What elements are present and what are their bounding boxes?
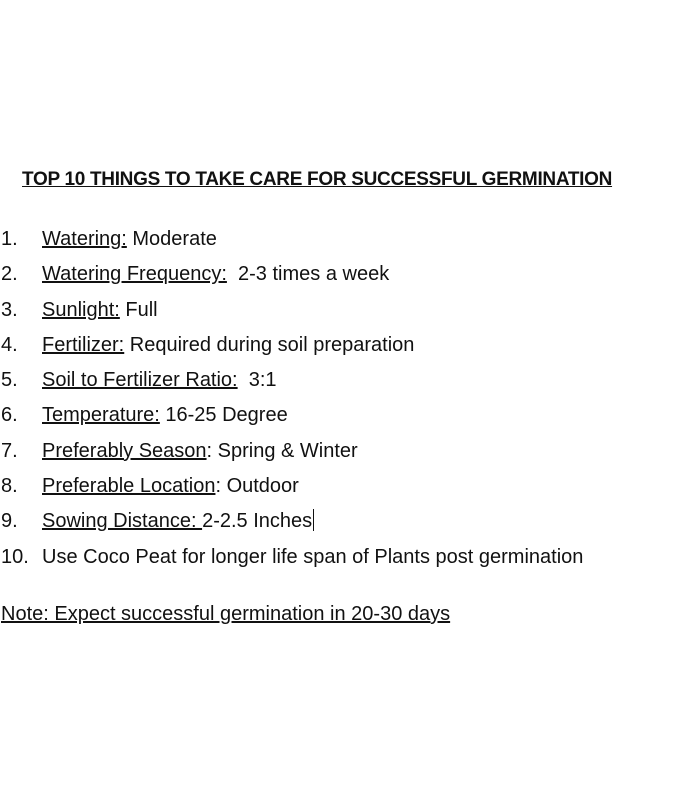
item-number: 10. (1, 545, 29, 568)
list-item (0, 297, 583, 332)
list-item (0, 402, 583, 437)
item-number: 5. (1, 369, 18, 392)
item-label: Sunlight: (42, 298, 120, 321)
item-number: 9. (1, 510, 18, 533)
list-item (0, 332, 583, 367)
germination-tips-list (0, 226, 583, 579)
item-label: Temperature: (42, 404, 160, 427)
item-value: Moderate (126, 228, 217, 250)
list-item (0, 367, 583, 402)
item-label: Preferably Season (42, 439, 207, 462)
item-value: 2-2.5 Inches (202, 510, 313, 533)
text-cursor (313, 509, 314, 531)
item-value: Required during soil preparation (124, 333, 415, 356)
item-number: 1. (1, 228, 18, 250)
item-number: 4. (1, 333, 18, 356)
document-title: TOP 10 THINGS TO TAKE CARE FOR SUCCESSFUL GERMINATION (22, 169, 613, 190)
item-value: Full (119, 298, 158, 321)
item-label: Preferable Location (42, 475, 216, 498)
item-label: Watering: (42, 228, 127, 250)
list-item (0, 226, 583, 261)
item-value: Use Coco Peat for longer life span of Plants post germination (42, 545, 584, 568)
item-value: : Spring & Winter (206, 439, 358, 462)
item-number: 3. (1, 298, 18, 321)
item-value: 2-3 times a week (226, 263, 390, 286)
item-number: 2. (1, 263, 18, 286)
item-value: 16-25 Degree (159, 404, 288, 427)
item-label: Fertilizer: (42, 333, 125, 356)
item-number: 8. (1, 475, 18, 498)
item-number: 7. (1, 439, 18, 462)
germination-note: Note: Expect successful germination in 20-30 days (1, 603, 451, 625)
list-item (0, 473, 583, 508)
item-number: 6. (1, 404, 18, 427)
item-label: Sowing Distance: (42, 510, 203, 533)
list-item (0, 544, 583, 579)
list-item (0, 508, 583, 543)
item-label: Soil to Fertilizer Ratio: (42, 369, 238, 392)
list-item (0, 261, 583, 296)
list-item (0, 438, 583, 473)
item-value: : Outdoor (215, 475, 299, 498)
item-value: 3:1 (237, 369, 277, 392)
item-label: Watering Frequency: (42, 263, 227, 286)
